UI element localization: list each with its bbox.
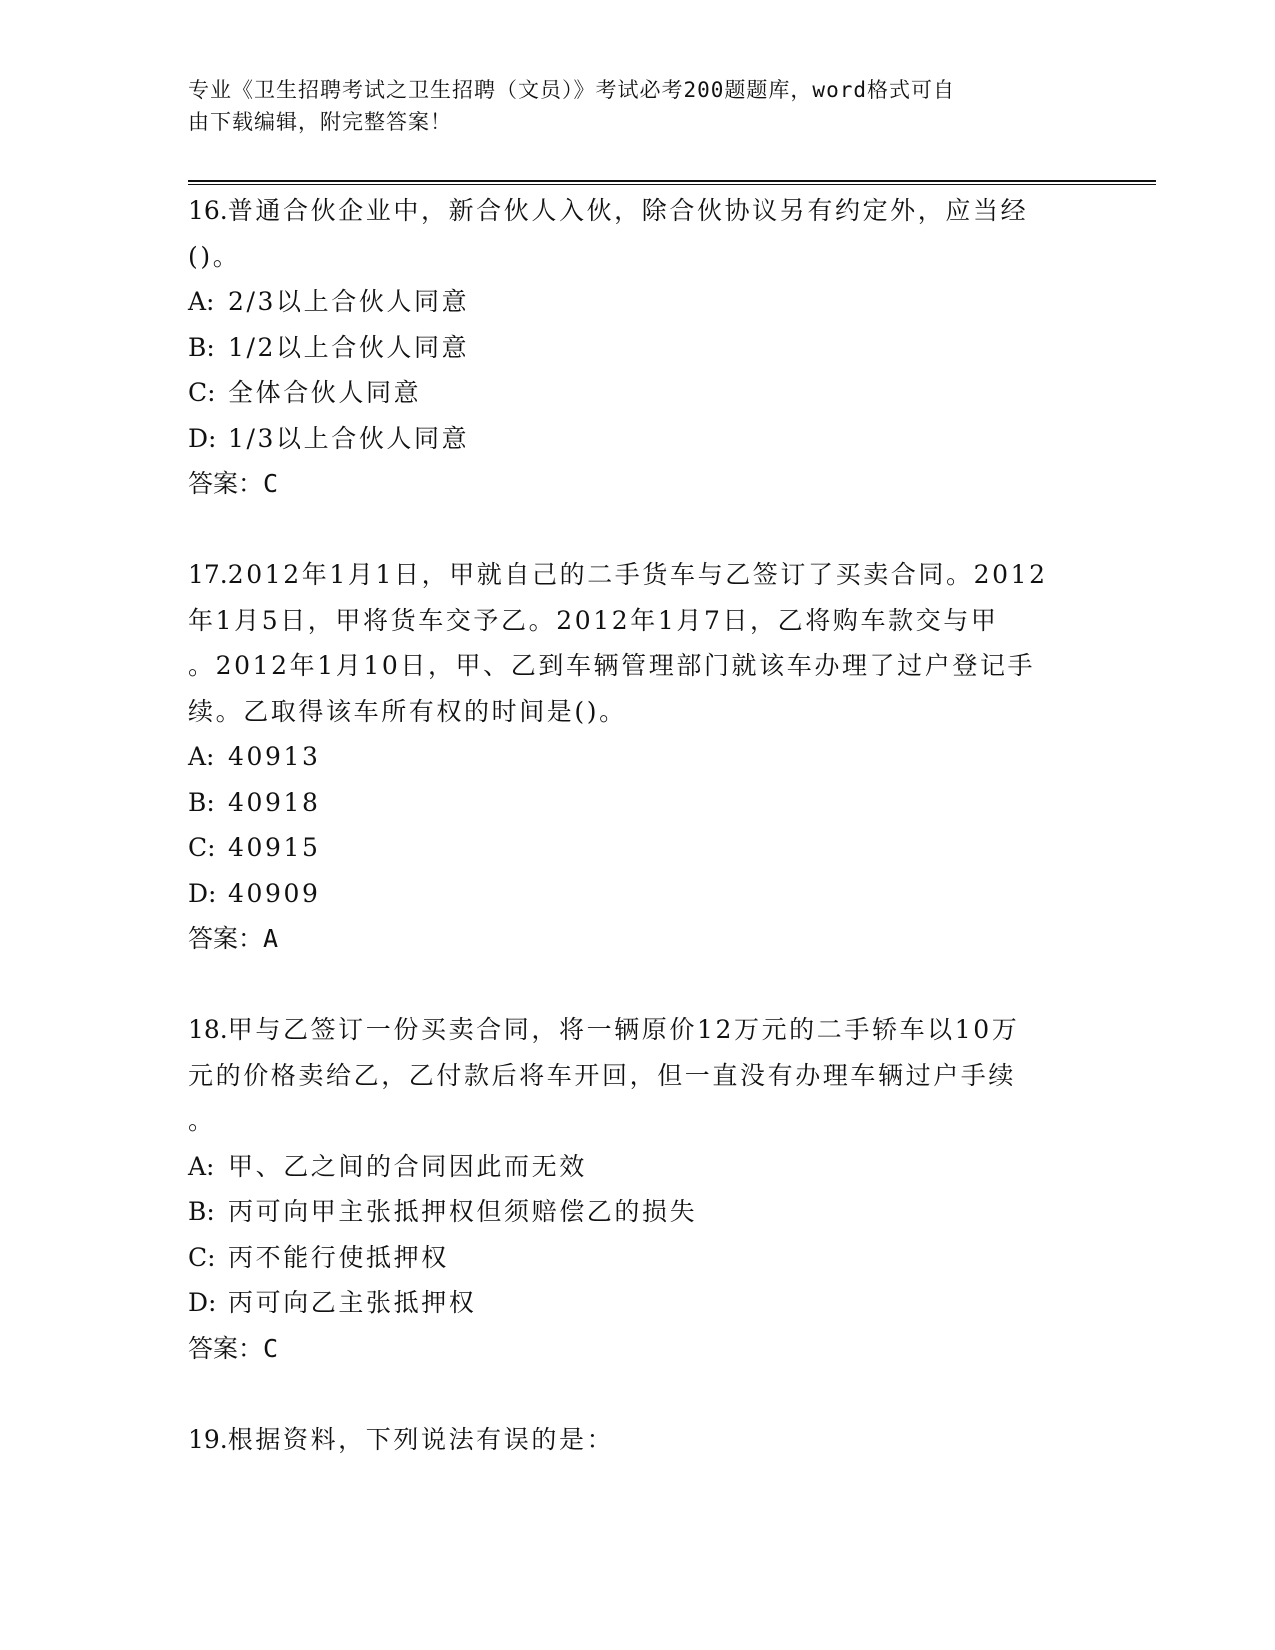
option-letter: B: (188, 787, 215, 817)
header-line-1: 专业《卫生招聘考试之卫生招聘（文员）》考试必考200题题库，word格式可自 (188, 78, 955, 102)
stem-line: 2012年1月1日，甲就自己的二手货车与乙签订了买卖合同。2012 (227, 560, 1048, 589)
option-b (188, 1189, 1088, 1235)
question-19 (188, 1417, 1088, 1463)
stem-line: 甲与乙签订一份买卖合同，将一辆原价12万元的二手轿车以10万 (227, 1015, 1020, 1044)
question-gap (188, 507, 1088, 553)
option-text: 40918 (228, 787, 321, 817)
question-number: 18. (188, 1015, 228, 1044)
question-16 (188, 188, 1088, 552)
option-b (188, 780, 1088, 826)
option-c (188, 1235, 1088, 1281)
option-letter: D: (188, 878, 217, 908)
question-stem (188, 1417, 1088, 1463)
option-a (188, 1144, 1088, 1190)
option-text: 丙可向乙主张抵押权 (228, 1288, 477, 1317)
answer-line: 答案：C (188, 469, 279, 498)
option-letter: A: (188, 287, 215, 316)
question-number: 17. (188, 560, 228, 589)
option-b (188, 325, 1088, 371)
header-divider (188, 180, 1156, 185)
option-text: 40913 (228, 742, 321, 771)
answer-line: 答案：A (188, 924, 279, 953)
option-text: 2/3以上合伙人同意 (228, 287, 470, 316)
option-c (188, 370, 1088, 416)
option-a (188, 734, 1088, 780)
document-header (188, 74, 1088, 138)
option-letter: D: (188, 1288, 217, 1317)
option-letter: C: (188, 378, 216, 407)
option-letter: D: (188, 423, 217, 453)
question-stem (188, 1007, 1088, 1053)
option-text: 40915 (228, 833, 321, 862)
question-list (188, 188, 1088, 1462)
question-stem (188, 188, 1088, 234)
option-d (188, 416, 1088, 462)
option-c (188, 825, 1088, 871)
stem-line: 年1月5日，甲将货车交予乙。2012年1月7日，乙将购车款交与甲 (188, 605, 999, 635)
stem-line: 普通合伙企业中，新合伙人入伙，除合伙协议另有约定外，应当经 (227, 196, 1029, 225)
question-number: 16. (188, 196, 228, 225)
stem-line: 续。乙取得该车所有权的时间是()。 (188, 696, 627, 726)
option-text: 甲、乙之间的合同因此而无效 (228, 1151, 587, 1181)
option-letter: B: (188, 1197, 215, 1226)
header-line-2: 由下载编辑，附完整答案！ (188, 110, 452, 134)
question-17 (188, 552, 1088, 1007)
question-stem (188, 552, 1088, 598)
question-gap (188, 1371, 1088, 1417)
stem-line: 。 (188, 1106, 216, 1135)
option-text: 丙可向甲主张抵押权但须赔偿乙的损失 (228, 1197, 698, 1226)
stem-line: ()。 (188, 241, 241, 271)
option-text: 1/2以上合伙人同意 (228, 332, 470, 362)
option-text: 1/3以上合伙人同意 (228, 423, 470, 453)
option-text: 40909 (228, 878, 321, 908)
stem-line: 。2012年1月10日，甲、乙到车辆管理部门就该车办理了过户登记手 (188, 651, 1036, 680)
question-gap (188, 962, 1088, 1008)
option-letter: C: (188, 1242, 216, 1272)
option-a (188, 279, 1088, 325)
stem-line: 元的价格卖给乙，乙付款后将车开回，但一直没有办理车辆过户手续 (188, 1060, 1017, 1090)
option-d (188, 1280, 1088, 1326)
option-text: 丙不能行使抵押权 (228, 1242, 449, 1272)
option-letter: A: (188, 742, 215, 771)
answer-line: 答案：C (188, 1333, 279, 1363)
option-letter: C: (188, 833, 216, 862)
option-letter: A: (188, 1151, 215, 1181)
option-text: 全体合伙人同意 (228, 378, 422, 407)
option-letter: B: (188, 332, 215, 362)
option-d (188, 871, 1088, 917)
stem-line: 根据资料，下列说法有误的是： (227, 1424, 615, 1454)
question-18 (188, 1007, 1088, 1417)
question-number: 19. (188, 1424, 228, 1454)
